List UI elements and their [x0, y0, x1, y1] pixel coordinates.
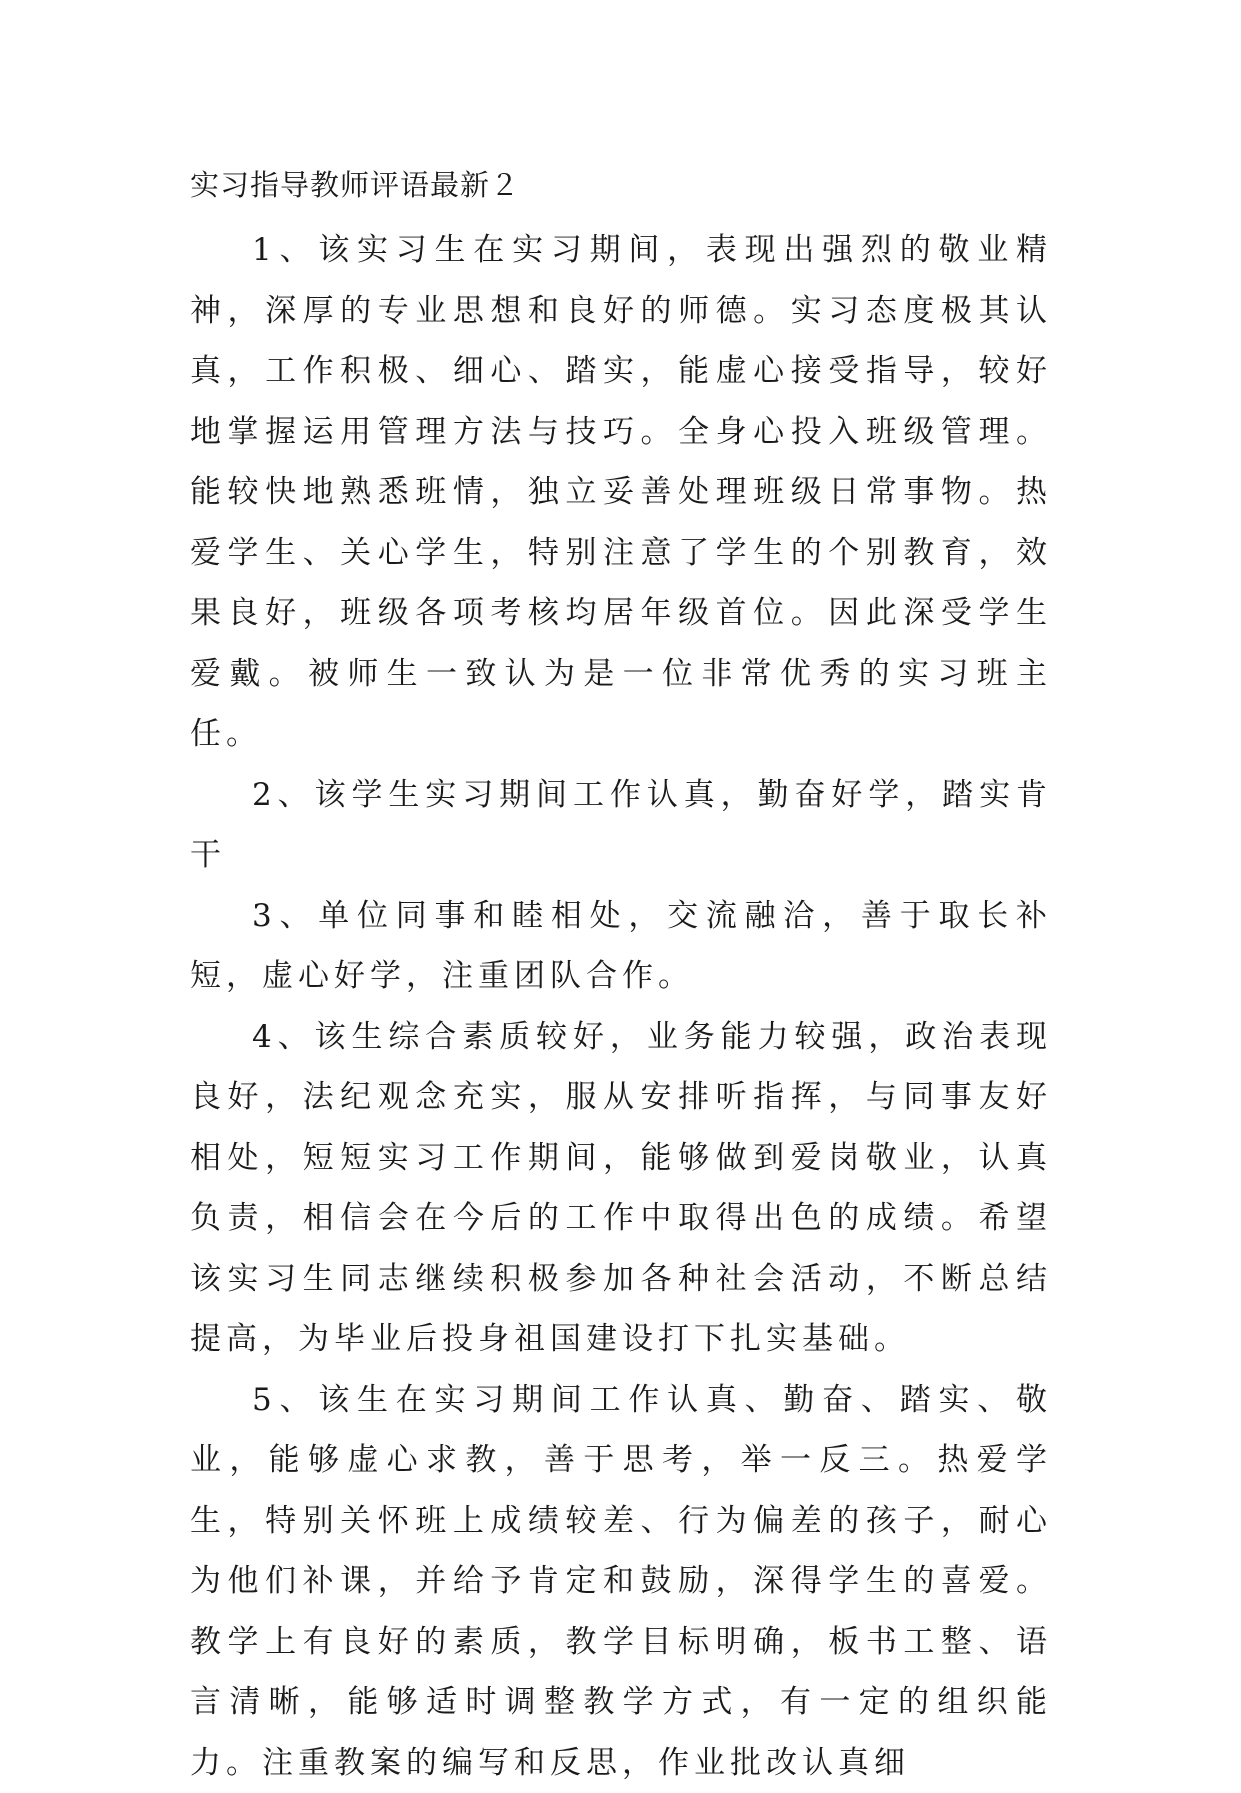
paragraph-2: 2、该学生实习期间工作认真，勤奋好学，踏实肯干	[190, 765, 1052, 886]
paragraph-4: 4、该生综合素质较好，业务能力较强，政治表现良好，法纪观念充实，服从安排听指挥，与同事友好相处，短短实习工作期间，能够做到爱岗敬业，认真负责，相信会在今后的工作中取得出色的成绩。希望该实习生同志继续积极参加各种社会活动，不断总结提高，为毕业后投身祖国建设打下扎实基础。	[190, 1007, 1052, 1370]
paragraph-3: 3、单位同事和睦相处，交流融洽，善于取长补短，虚心好学，注重团队合作。	[190, 886, 1052, 1007]
document-body	[190, 220, 1052, 1793]
document-title: 实习指导教师评语最新２	[190, 163, 520, 207]
paragraph-5: 5、该生在实习期间工作认真、勤奋、踏实、敬业，能够虚心求教，善于思考，举一反三。热爱学生，特别关怀班上成绩较差、行为偏差的孩子，耐心为他们补课，并给予肯定和鼓励，深得学生的喜爱。教学上有良好的素质，教学目标明确，板书工整、语言清晰，能够适时调整教学方式，有一定的组织能力。注重教案的编写和反思，作业批改认真细	[190, 1370, 1052, 1793]
paragraph-1: 1、该实习生在实习期间，表现出强烈的敬业精神，深厚的专业思想和良好的师德。实习态度极其认真，工作积极、细心、踏实，能虚心接受指导，较好地掌握运用管理方法与技巧。全身心投入班级管理。能较快地熟悉班情，独立妥善处理班级日常事物。热爱学生、关心学生，特别注意了学生的个别教育，效果良好，班级各项考核均居年级首位。因此深受学生爱戴。被师生一致认为是一位非常优秀的实习班主任。	[190, 220, 1052, 765]
